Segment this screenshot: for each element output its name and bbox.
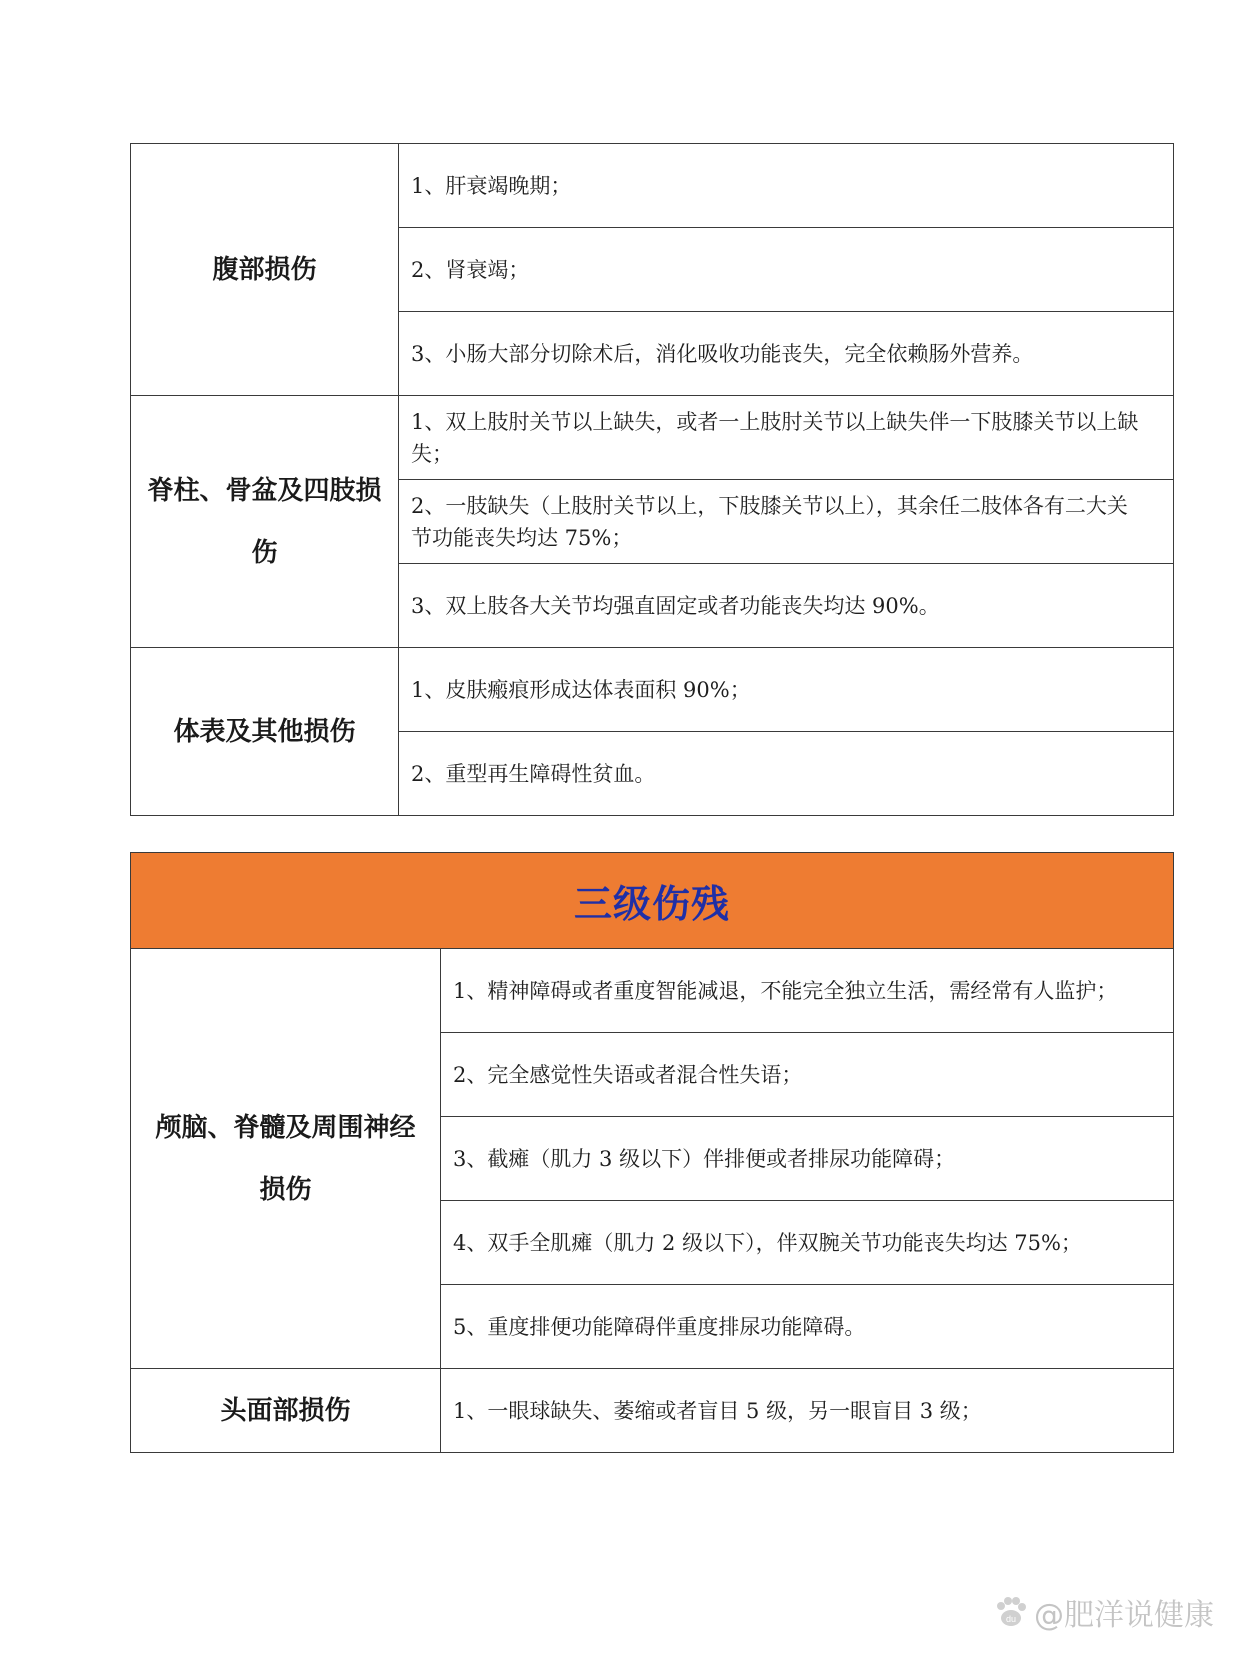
category-brain-spinal-nerve: 颅脑、脊髓及周围神经损伤 — [131, 949, 441, 1369]
list-item: 1、肝衰竭晚期； — [399, 144, 1174, 228]
paw-logo-icon — [994, 1597, 1028, 1627]
table-row — [131, 949, 1174, 1033]
section-header — [131, 853, 1174, 949]
list-item: 2、完全感觉性失语或者混合性失语； — [441, 1033, 1174, 1117]
list-item: 4、双手全肌瘫（肌力 2 级以下），伴双腕关节功能丧失均达 75%； — [441, 1201, 1174, 1285]
list-item: 1、精神障碍或者重度智能减退，不能完全独立生活，需经常有人监护； — [441, 949, 1174, 1033]
svg-text:du: du — [1005, 1614, 1017, 1624]
list-item: 2、肾衰竭； — [399, 228, 1174, 312]
section-title: 三级伤残 — [573, 882, 730, 926]
list-item: 5、重度排便功能障碍伴重度排尿功能障碍。 — [441, 1285, 1174, 1369]
disability-table-upper — [130, 143, 1174, 816]
list-item: 1、双上肢肘关节以上缺失，或者一上肢肘关节以上缺失伴一下肢膝关节以上缺失； — [399, 396, 1174, 480]
watermark — [994, 1590, 1214, 1634]
list-item: 3、小肠大部分切除术后，消化吸收功能丧失，完全依赖肠外营养。 — [399, 312, 1174, 396]
table-row — [131, 1369, 1174, 1453]
list-item: 1、皮肤瘢痕形成达体表面积 90%； — [399, 648, 1174, 732]
list-item: 1、一眼球缺失、萎缩或者盲目 5 级，另一眼盲目 3 级； — [441, 1369, 1174, 1453]
list-item: 3、双上肢各大关节均强直固定或者功能丧失均达 90%。 — [399, 564, 1174, 648]
category-spine-limbs: 脊柱、骨盆及四肢损伤 — [131, 396, 399, 648]
table-row — [131, 396, 1174, 480]
table-row — [131, 648, 1174, 732]
watermark-text: @肥洋说健康 — [1034, 1598, 1214, 1633]
list-item: 2、重型再生障碍性贫血。 — [399, 732, 1174, 816]
section-header-row — [131, 853, 1174, 949]
disability-table-grade-3 — [130, 852, 1174, 1453]
category-abdomen: 腹部损伤 — [131, 144, 399, 396]
table-row — [131, 144, 1174, 228]
category-head-face: 头面部损伤 — [131, 1369, 441, 1453]
category-body-surface: 体表及其他损伤 — [131, 648, 399, 816]
list-item: 2、一肢缺失（上肢肘关节以上，下肢膝关节以上），其余任二肢体各有二大关节功能丧失均达 75%； — [399, 480, 1174, 564]
list-item: 3、截瘫（肌力 3 级以下）伴排便或者排尿功能障碍； — [441, 1117, 1174, 1201]
